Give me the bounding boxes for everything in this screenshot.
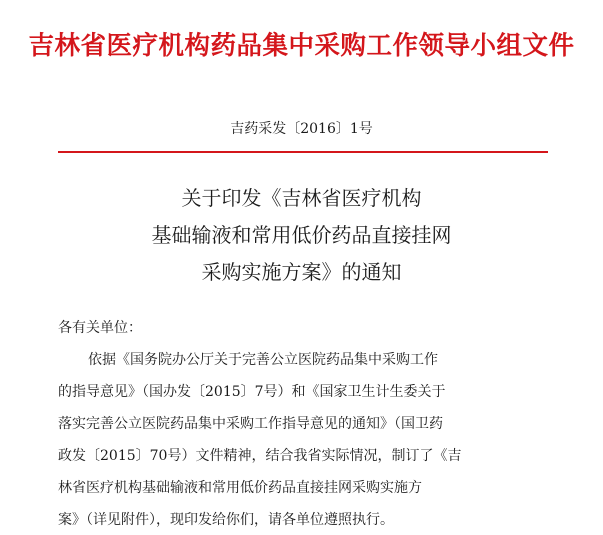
paragraph-line: 的指导意见》（国办发〔2015〕7号）和《国家卫生计生委关于	[58, 384, 446, 400]
document-header-title: 吉林省医疗机构药品集中采购工作领导小组文件	[28, 31, 575, 61]
red-divider-line	[58, 151, 548, 153]
paragraph-line: 落实完善公立医院药品集中采购工作指导意见的通知》（国卫药	[58, 416, 443, 432]
paragraph-line: 案》（详见附件），现印发给你们，请各单位遵照执行。	[58, 512, 394, 528]
notice-title-line: 采购实施方案》的通知	[201, 260, 402, 284]
document-number: 吉药采发〔2016〕1号	[230, 121, 373, 137]
notice-title-line: 基础输液和常用低价药品直接挂网	[151, 223, 452, 247]
notice-title	[0, 180, 603, 291]
paragraph-line: 依据《国务院办公厅关于完善公立医院药品集中采购工作	[88, 352, 438, 368]
paragraph-line: 林省医疗机构基础输液和常用低价药品直接挂网采购实施方	[58, 480, 422, 496]
paragraph-line: 政发〔2015〕70号）文件精神，结合我省实际情况，制订了《吉	[58, 448, 462, 464]
salutation: 各有关单位：	[58, 320, 142, 336]
notice-title-line: 关于印发《吉林省医疗机构	[181, 186, 422, 210]
